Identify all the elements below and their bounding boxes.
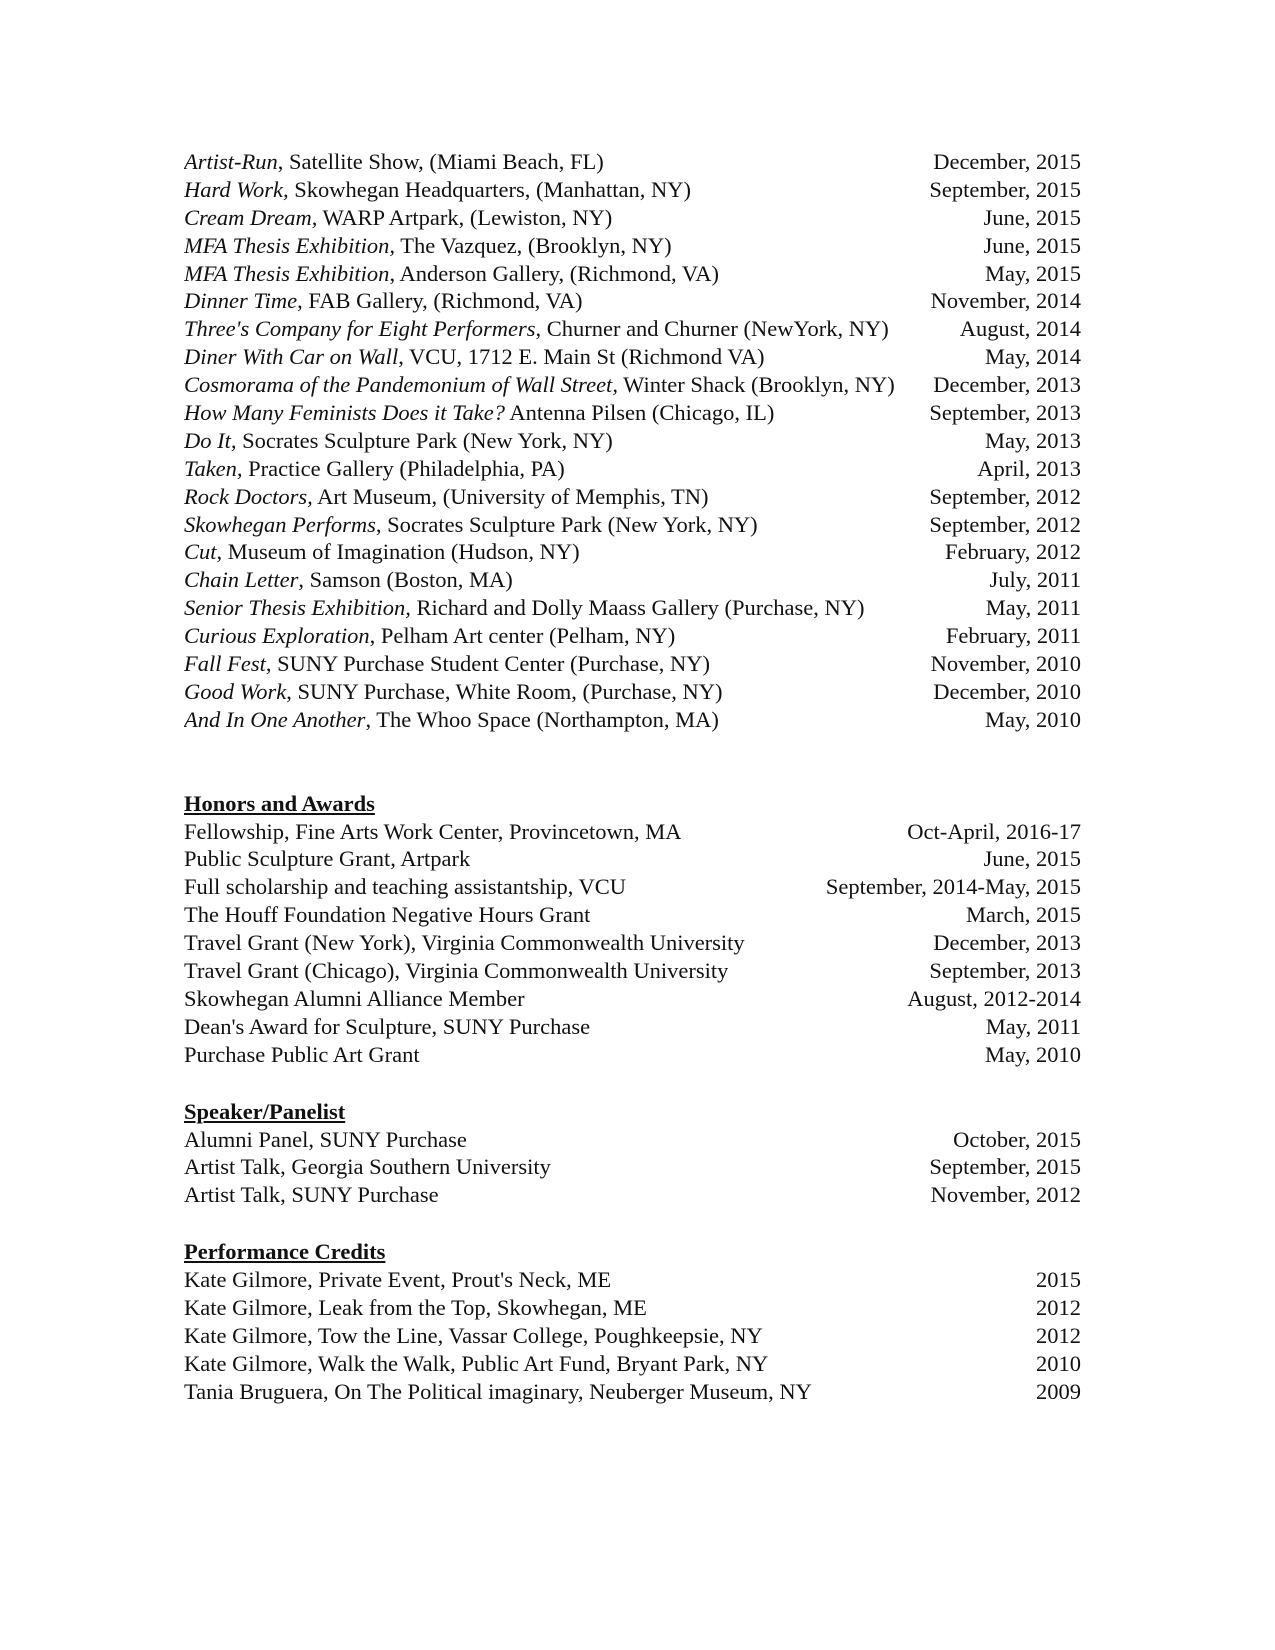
section-heading: Honors and Awards	[184, 790, 375, 816]
exhibition-title: MFA Thesis Exhibition	[184, 260, 390, 286]
exhibition-title: How Many Feminists Does it Take?	[184, 400, 506, 426]
exhibition-date: September, 2012	[929, 511, 1081, 537]
exhibition-details: Art Museum, (University of Memphis, TN)	[312, 483, 709, 509]
exhibition-date: July, 2011	[989, 567, 1081, 593]
honor-text: Travel Grant (New York), Virginia Commonwealth University	[184, 930, 745, 956]
performance-text: Kate Gilmore, Tow the Line, Vassar College, Poughkeepsie, NY	[184, 1322, 763, 1348]
exhibition-date: December, 2015	[933, 149, 1081, 174]
honor-row	[184, 873, 1081, 901]
exhibition-row	[184, 622, 1081, 650]
exhibition-title: Skowhegan Performs	[184, 511, 376, 537]
exhibition-row	[184, 427, 1081, 455]
exhibition-title: Hard Work,	[184, 176, 289, 202]
performance-date: 2012	[1036, 1322, 1081, 1348]
exhibition-details: , Satellite Show, (Miami Beach, FL)	[277, 149, 604, 174]
honor-text: The Houff Foundation Negative Hours Grant	[184, 902, 591, 928]
performance-date: 2010	[1036, 1350, 1081, 1376]
exhibition-date: May, 2011	[985, 595, 1081, 621]
performance-row	[184, 1350, 1081, 1378]
honors-section	[184, 790, 1081, 1069]
honor-date: Oct-April, 2016-17	[907, 818, 1081, 844]
exhibition-row	[184, 594, 1081, 622]
exhibitions-list	[184, 148, 1081, 734]
exhibition-title: Cosmorama of the Pandemonium of Wall Street,	[184, 372, 618, 398]
honor-date: May, 2010	[984, 1041, 1081, 1067]
exhibition-details: Winter Shack (Brooklyn, NY)	[617, 372, 895, 398]
exhibition-row	[184, 371, 1081, 399]
exhibition-title: Senior Thesis Exhibition,	[184, 595, 411, 621]
exhibition-details: Richard and Dolly Maass Gallery (Purchase, NY)	[410, 595, 865, 621]
exhibition-date: February, 2012	[944, 539, 1081, 565]
exhibition-row	[184, 148, 1081, 176]
exhibition-title: Three's Company for Eight Performers	[184, 316, 536, 342]
performance-text: Tania Bruguera, On The Political imaginary, Neuberger Museum, NY	[184, 1378, 812, 1404]
exhibition-row	[184, 650, 1081, 678]
honor-date: May, 2011	[985, 1013, 1081, 1039]
honor-row	[184, 818, 1081, 846]
exhibition-date: November, 2010	[930, 651, 1081, 677]
exhibition-row	[184, 566, 1081, 594]
exhibition-title: Taken,	[184, 455, 243, 481]
honor-row	[184, 1041, 1081, 1069]
speaker-section	[184, 1098, 1081, 1210]
exhibition-row	[184, 678, 1081, 706]
exhibition-date: June, 2015	[983, 232, 1081, 258]
honor-date: December, 2013	[933, 930, 1081, 956]
exhibition-title: Cream Dream,	[184, 204, 318, 230]
speaker-text: Alumni Panel, SUNY Purchase	[184, 1126, 467, 1152]
exhibition-row	[184, 176, 1081, 204]
exhibition-title: Chain Letter	[184, 567, 299, 593]
exhibition-date: May, 2010	[984, 706, 1081, 732]
performance-row	[184, 1294, 1081, 1322]
exhibition-title: MFA Thesis Exhibition,	[184, 232, 396, 258]
speaker-date: September, 2015	[929, 1154, 1081, 1180]
honor-row	[184, 901, 1081, 929]
honor-text: Fellowship, Fine Arts Work Center, Provincetown, MA	[184, 818, 682, 844]
exhibition-details: , Churner and Churner (NewYork, NY)	[535, 316, 889, 342]
exhibition-details: The Vazquez, (Brooklyn, NY)	[395, 232, 672, 258]
exhibition-details: , SUNY Purchase, White Room, (Purchase, NY)	[286, 678, 723, 704]
exhibition-date: May, 2015	[984, 260, 1081, 286]
exhibition-details: , SUNY Purchase Student Center (Purchase, NY)	[265, 651, 710, 677]
exhibition-row	[184, 232, 1081, 260]
performance-row	[184, 1378, 1081, 1406]
speaker-row	[184, 1153, 1081, 1181]
exhibition-date: September, 2015	[929, 176, 1081, 202]
exhibition-title: Curious Exploration	[184, 623, 370, 649]
honor-row	[184, 845, 1081, 873]
exhibition-details: , VCU, 1712 E. Main St (Richmond VA)	[398, 344, 765, 370]
honor-date: September, 2014-May, 2015	[825, 874, 1081, 900]
exhibition-title: Artist-Run	[184, 149, 278, 174]
honor-row	[184, 1013, 1081, 1041]
exhibition-date: June, 2015	[983, 204, 1081, 230]
exhibition-title: Diner With Car on Wall	[184, 344, 399, 370]
exhibition-date: May, 2013	[984, 427, 1081, 453]
performance-text: Kate Gilmore, Leak from the Top, Skowhegan, ME	[184, 1294, 647, 1320]
speaker-date: November, 2012	[930, 1182, 1081, 1208]
exhibition-title: Dinner Time	[184, 288, 298, 314]
exhibition-date: September, 2012	[929, 483, 1081, 509]
performance-row	[184, 1322, 1081, 1350]
honor-text: Travel Grant (Chicago), Virginia Commonwealth University	[184, 958, 729, 984]
honor-row	[184, 957, 1081, 985]
exhibition-row	[184, 455, 1081, 483]
honor-text: Purchase Public Art Grant	[184, 1041, 420, 1067]
section-heading: Performance Credits	[184, 1239, 386, 1265]
exhibition-title: Good Work	[184, 678, 287, 704]
exhibition-details: , Samson (Boston, MA)	[298, 567, 513, 593]
honor-row	[184, 929, 1081, 957]
exhibition-row	[184, 343, 1081, 371]
exhibition-row	[184, 287, 1081, 315]
performance-text: Kate Gilmore, Private Event, Prout's Neck, ME	[184, 1267, 612, 1293]
honor-text: Dean's Award for Sculpture, SUNY Purchase	[184, 1013, 591, 1039]
honor-text: Full scholarship and teaching assistantship, VCU	[184, 874, 627, 900]
speaker-row	[184, 1126, 1081, 1154]
exhibition-details: , Pelham Art center (Pelham, NY)	[369, 623, 676, 649]
honor-date: March, 2015	[966, 902, 1081, 928]
exhibition-row	[184, 399, 1081, 427]
honor-date: August, 2012-2014	[907, 985, 1081, 1011]
exhibition-date: November, 2014	[930, 288, 1081, 314]
performance-date: 2009	[1036, 1378, 1081, 1404]
exhibition-title: Do It,	[184, 427, 237, 453]
exhibition-row	[184, 483, 1081, 511]
exhibition-details: Socrates Sculpture Park (New York, NY)	[236, 427, 613, 453]
exhibition-row	[184, 204, 1081, 232]
performance-date: 2012	[1036, 1294, 1081, 1320]
performance-row	[184, 1266, 1081, 1294]
exhibition-details: , Anderson Gallery, (Richmond, VA)	[389, 260, 719, 286]
exhibition-title: Cut	[184, 539, 217, 565]
cv-page	[184, 148, 1081, 1406]
speaker-row	[184, 1181, 1081, 1209]
exhibition-details: , The Whoo Space (Northampton, MA)	[365, 706, 719, 732]
exhibition-details: Antenna Pilsen (Chicago, IL)	[505, 400, 775, 426]
exhibition-title: Fall Fest	[184, 651, 266, 677]
honor-date: June, 2015	[983, 846, 1081, 872]
exhibition-row	[184, 538, 1081, 566]
performance-date: 2015	[1036, 1267, 1081, 1293]
performance-text: Kate Gilmore, Walk the Walk, Public Art Fund, Bryant Park, NY	[184, 1350, 769, 1376]
exhibition-row	[184, 511, 1081, 539]
exhibition-date: December, 2013	[933, 372, 1081, 398]
exhibition-details: , Socrates Sculpture Park (New York, NY)	[375, 511, 758, 537]
exhibition-details: , Museum of Imagination (Hudson, NY)	[216, 539, 580, 565]
honor-date: September, 2013	[929, 958, 1081, 984]
speaker-text: Artist Talk, SUNY Purchase	[184, 1182, 439, 1208]
exhibition-row	[184, 315, 1081, 343]
exhibition-title: And In One Another	[184, 706, 366, 732]
exhibition-row	[184, 706, 1081, 734]
honor-row	[184, 985, 1081, 1013]
speaker-text: Artist Talk, Georgia Southern University	[184, 1154, 551, 1180]
exhibition-date: September, 2013	[929, 400, 1081, 426]
exhibition-date: December, 2010	[933, 678, 1081, 704]
exhibition-row	[184, 260, 1081, 288]
exhibition-date: February, 2011	[945, 623, 1081, 649]
exhibition-details: WARP Artpark, (Lewiston, NY)	[317, 204, 613, 230]
exhibition-date: April, 2013	[977, 455, 1081, 481]
exhibition-details: Skowhegan Headquarters, (Manhattan, NY)	[288, 176, 691, 202]
honor-text: Skowhegan Alumni Alliance Member	[184, 985, 525, 1011]
speaker-date: October, 2015	[953, 1126, 1081, 1152]
section-heading: Speaker/Panelist	[184, 1098, 346, 1124]
performance-section	[184, 1238, 1081, 1405]
exhibition-details: Practice Gallery (Philadelphia, PA)	[242, 455, 565, 481]
exhibition-title: Rock Doctors,	[184, 483, 313, 509]
exhibition-date: May, 2014	[984, 344, 1081, 370]
honor-text: Public Sculpture Grant, Artpark	[184, 846, 471, 872]
exhibition-details: , FAB Gallery, (Richmond, VA)	[297, 288, 583, 314]
exhibition-date: August, 2014	[959, 316, 1081, 342]
